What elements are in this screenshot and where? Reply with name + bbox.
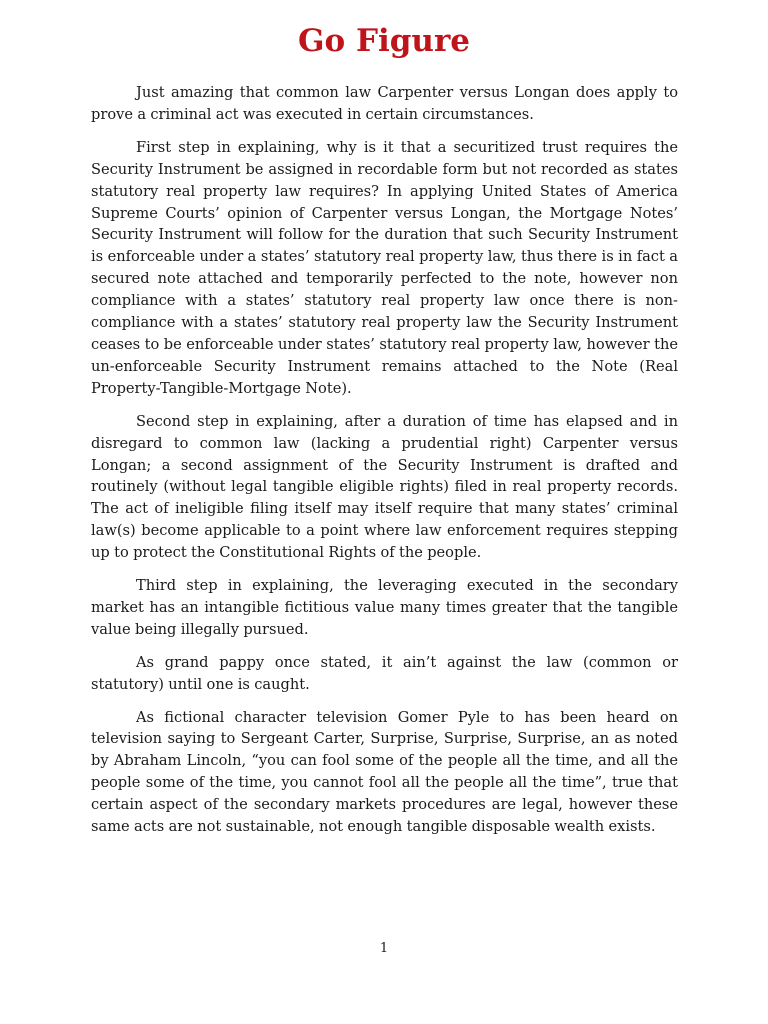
- paragraph-2: First step in explaining, why is it that a securitized trust requires the Security Instrument be assigned in recordable form but not recorded as states statutory real property law requires? In applying United States of America Supreme Courts’ opinion of Carpenter versus Longan, the Mortgage Notes’ Security Instrument will follow for the duration that such Security Instrument is enforceable under a states’ statutory real property law, thus there is in fact a secured note attached and temporarily perfected to the note, however non compliance with a states’ statutory real property law once there is non-compliance with a states’ statutory real property law the Security Instrument ceases to be enforceable under states’ statutory real property law, however the un-enforceable Security Instrument remains attached to the Note (Real Property-Tangible-Mortgage Note).: [91, 138, 678, 397]
- paragraph-5: As grand pappy once stated, it ain’t against the law (common or statutory) until one is caught.: [91, 653, 678, 693]
- paragraph-3: Second step in explaining, after a duration of time has elapsed and in disregard to common law (lacking a prudential right) Carpenter versus Longan; a second assignment of the Security Instrument is drafted and routinely (without legal tangible eligible rights) filed in real property records. The act of ineligible filing itself may itself require that many states’ criminal law(s) become applicable to a point where law enforcement requires stepping up to protect the Constitutional Rights of the people.: [91, 412, 678, 562]
- paragraph-1: Just amazing that common law Carpenter versus Longan does apply to prove a criminal act was executed in certain circumstances.: [91, 84, 678, 123]
- page-title: Go Figure: [298, 23, 470, 59]
- paragraph-6: As fictional character television Gomer Pyle to has been heard on television saying to Sergeant Carter, Surprise, Surprise, Surprise, an as noted by Abraham Lincoln, “you can fool some of the people all the time, and all the people some of the time, you cannot fool all the people all the time”, true that certain aspect of the secondary markets procedures are legal, however these same acts are not sustainable, not enough tangible disposable wealth exists.: [91, 708, 678, 836]
- body-text: [91, 82, 678, 849]
- page-number: 1: [379, 941, 389, 956]
- paragraph-4: Third step in explaining, the leveraging executed in the secondary market has an intangible fictitious value many times greater that the tangible value being illegally pursued.: [91, 577, 678, 638]
